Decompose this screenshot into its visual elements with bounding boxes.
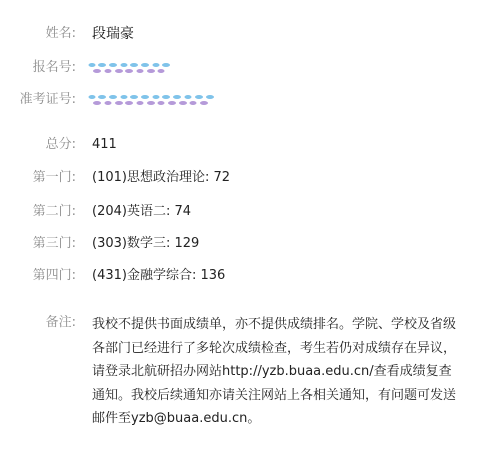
- total-score-row: [0, 133, 486, 157]
- name-value: 段瑞豪: [92, 26, 134, 42]
- subject-label-3: 第三门:: [32, 236, 76, 251]
- subject-score-1: (101)思想政治理论: 72: [92, 170, 231, 185]
- reg-no-redacted-mask: [88, 61, 172, 75]
- total-score-label: 总分:: [45, 137, 76, 152]
- total-score-value: 411: [92, 137, 117, 152]
- ticket-no-row: [0, 88, 486, 112]
- subject-row-3: [0, 232, 486, 256]
- name-label: 姓名:: [45, 26, 76, 41]
- reg-no-row: [0, 56, 486, 80]
- subject-score-4: (431)金融学综合: 136: [92, 268, 226, 283]
- ticket-no-label: 准考证号:: [19, 92, 76, 107]
- notes-text: 我校不提供书面成绩单，亦不提供成绩排名。学院、学校及省级各部门已经进行了多轮次成绩检查，考生若仍对成绩存在异议，请登录北航研招办网站http://yzb.buaa.edu.cn/查看成绩复查通知。我校后续通知亦请关注网站上各相关通知，有问题可发送邮件至yzb@buaa.edu.cn。: [92, 317, 457, 426]
- subject-row-1: [0, 166, 486, 190]
- ticket-no-redacted-mask: [88, 93, 218, 107]
- notes-label: 备注:: [45, 315, 76, 330]
- subject-row-2: [0, 200, 486, 224]
- name-row: [0, 22, 486, 46]
- subject-label-2: 第二门:: [32, 204, 76, 219]
- subject-label-4: 第四门:: [32, 268, 76, 283]
- subject-row-4: [0, 264, 486, 288]
- subject-label-1: 第一门:: [32, 170, 76, 185]
- reg-no-label: 报名号:: [32, 60, 76, 75]
- subject-score-3: (303)数学三: 129: [92, 236, 200, 251]
- subject-score-2: (204)英语二: 74: [92, 204, 192, 219]
